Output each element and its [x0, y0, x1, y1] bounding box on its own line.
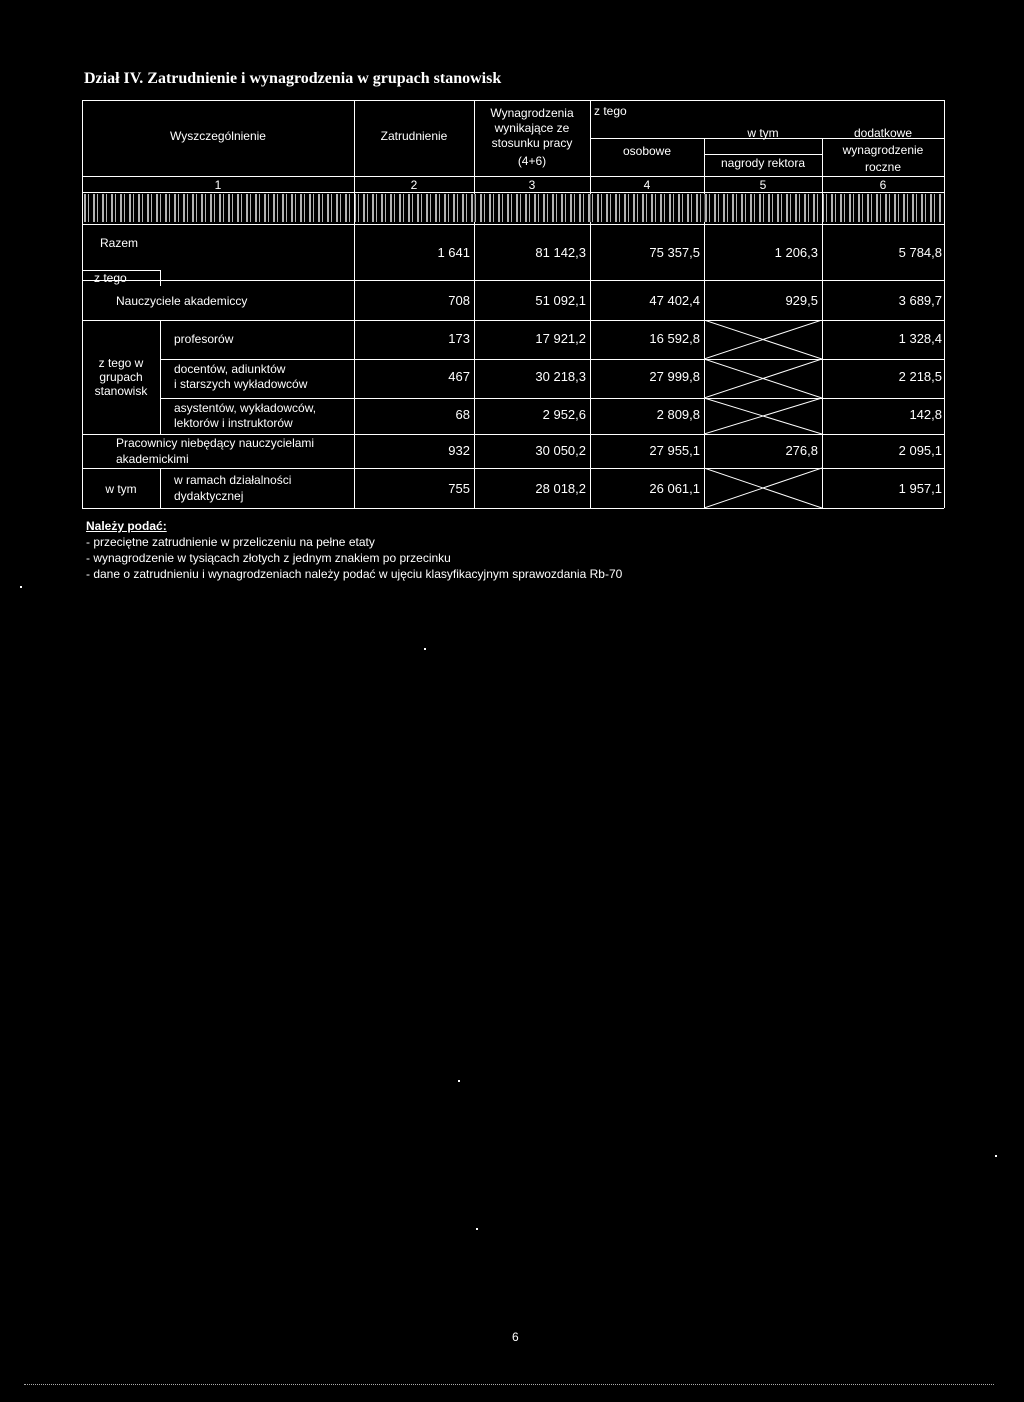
row-pracownicy-dodatkowe: 2 095,1 — [898, 443, 942, 458]
row-profesorow-zatrudnienie: 173 — [448, 331, 470, 346]
row-razem-zatrudnienie: 1 641 — [437, 245, 470, 260]
notes-item: - wynagrodzenie w tysiącach złotych z jednym znakiem po przecinku — [86, 551, 451, 565]
scan-speck — [476, 1228, 478, 1230]
group-label-3: stanowisk — [94, 384, 148, 398]
header-wynagrodzenia-1: Wynagrodzenia — [490, 106, 574, 120]
notes-heading: Należy podać: — [86, 519, 167, 533]
header-nagrody: nagrody rektora — [720, 156, 806, 170]
header-osobowe: osobowe — [622, 144, 672, 158]
row-nauczyciele-osobowe: 47 402,4 — [649, 293, 700, 308]
scan-noise-band — [84, 194, 942, 222]
row-docentow-dodatkowe: 2 218,5 — [898, 369, 942, 384]
col-number-5: 5 — [759, 178, 767, 192]
row-asystentow-osobowe: 2 809,8 — [656, 407, 700, 422]
crossed-cells — [704, 320, 822, 509]
header-wynagrodzenia-2: wynikające ze — [494, 121, 570, 135]
row-pracownicy-wynagrodzenia: 30 050,2 — [535, 443, 586, 458]
col-number-6: 6 — [879, 178, 887, 192]
row-pracownicy-osobowe: 27 955,1 — [649, 443, 700, 458]
col-number-2: 2 — [410, 178, 418, 192]
row-nauczyciele-zatrudnienie: 708 — [448, 293, 470, 308]
row-razem-dodatkowe: 5 784,8 — [898, 245, 942, 260]
row-w-tym-sublabel-2: dydaktycznej — [174, 489, 244, 503]
row-nauczyciele-label: Nauczyciele akademiccy — [116, 294, 248, 308]
header-wynagrodzenia-4: (4+6) — [517, 154, 547, 168]
row-w-tym-wynagrodzenia: 28 018,2 — [535, 481, 586, 496]
scan-speck — [458, 1080, 460, 1082]
row-razem-wynagrodzenia: 81 142,3 — [535, 245, 586, 260]
group-label-2: grupach — [99, 370, 143, 384]
scan-speck — [424, 648, 426, 650]
row-nauczyciele-dodatkowe: 3 689,7 — [898, 293, 942, 308]
row-profesorow-label: profesorów — [174, 332, 234, 346]
row-asystentow-label-2: lektorów i instruktorów — [174, 416, 293, 430]
header-z-tego: z tego — [594, 104, 627, 118]
notes-item: - dane o zatrudnieniu i wynagrodzeniach należy podać w ujęciu klasyfikacyjnym sprawozdania Rb-70 — [86, 567, 623, 581]
row-w-tym-dodatkowe: 1 957,1 — [898, 481, 942, 496]
notes-item: - przeciętne zatrudnienie w przeliczeniu na pełne etaty — [86, 535, 375, 549]
row-docentow-label-1: docentów, adiunktów — [174, 362, 286, 376]
header-dodatkowe-2: wynagrodzenie — [842, 143, 924, 157]
row-w-tym-sublabel-1: w ramach działalności — [174, 473, 292, 487]
row-profesorow-dodatkowe: 1 328,4 — [898, 331, 942, 346]
row-docentow-osobowe: 27 999,8 — [649, 369, 700, 384]
row-profesorow-osobowe: 16 592,8 — [649, 331, 700, 346]
row-docentow-wynagrodzenia: 30 218,3 — [535, 369, 586, 384]
row-pracownicy-zatrudnienie: 932 — [448, 443, 470, 458]
col-number-4: 4 — [643, 178, 651, 192]
row-razem-label: Razem — [100, 236, 139, 250]
employment-table — [82, 100, 946, 510]
header-w-tym: w tym — [747, 126, 779, 140]
scan-speck — [995, 1155, 997, 1157]
notes-block — [86, 518, 622, 582]
page-number: 6 — [512, 1330, 519, 1344]
col-number-1: 1 — [214, 178, 222, 192]
header-dodatkowe-3: roczne — [864, 160, 902, 174]
header-zatrudnienie: Zatrudnienie — [380, 129, 448, 143]
row-pracownicy-nagrody: 276,8 — [785, 443, 818, 458]
bottom-scan-edge — [24, 1384, 994, 1385]
row-asystentow-zatrudnienie: 68 — [455, 407, 470, 422]
row-razem-nagrody: 1 206,3 — [774, 245, 818, 260]
row-docentow-label-2: i starszych wykładowców — [174, 377, 308, 391]
row-asystentow-dodatkowe: 142,8 — [909, 407, 942, 422]
row-nauczyciele-nagrody: 929,5 — [785, 293, 818, 308]
row-asystentow-label-1: asystentów, wykładowców, — [174, 401, 317, 415]
scan-speck — [20, 586, 22, 588]
header-wyszczegolnienie: Wyszczególnienie — [170, 129, 266, 143]
row-z-tego-label: z tego — [94, 271, 127, 285]
group-label-1: z tego w — [98, 356, 144, 370]
row-nauczyciele-wynagrodzenia: 51 092,1 — [535, 293, 586, 308]
row-pracownicy-label-2: akademickimi — [116, 452, 189, 466]
header-wynagrodzenia-3: stosunku pracy — [491, 136, 573, 150]
row-w-tym-zatrudnienie: 755 — [448, 481, 470, 496]
row-w-tym-osobowe: 26 061,1 — [649, 481, 700, 496]
section-title: Dział IV. Zatrudnienie i wynagrodzenia w grupach stanowisk — [84, 70, 502, 87]
row-profesorow-wynagrodzenia: 17 921,2 — [535, 331, 586, 346]
header-dodatkowe-1: dodatkowe — [853, 126, 913, 140]
row-pracownicy-label-1: Pracownicy niebędący nauczycielami — [116, 436, 315, 450]
row-asystentow-wynagrodzenia: 2 952,6 — [542, 407, 586, 422]
row-razem-osobowe: 75 357,5 — [649, 245, 700, 260]
row-docentow-zatrudnienie: 467 — [448, 369, 470, 384]
col-number-3: 3 — [528, 178, 536, 192]
row-w-tym-label: w tym — [105, 482, 137, 496]
